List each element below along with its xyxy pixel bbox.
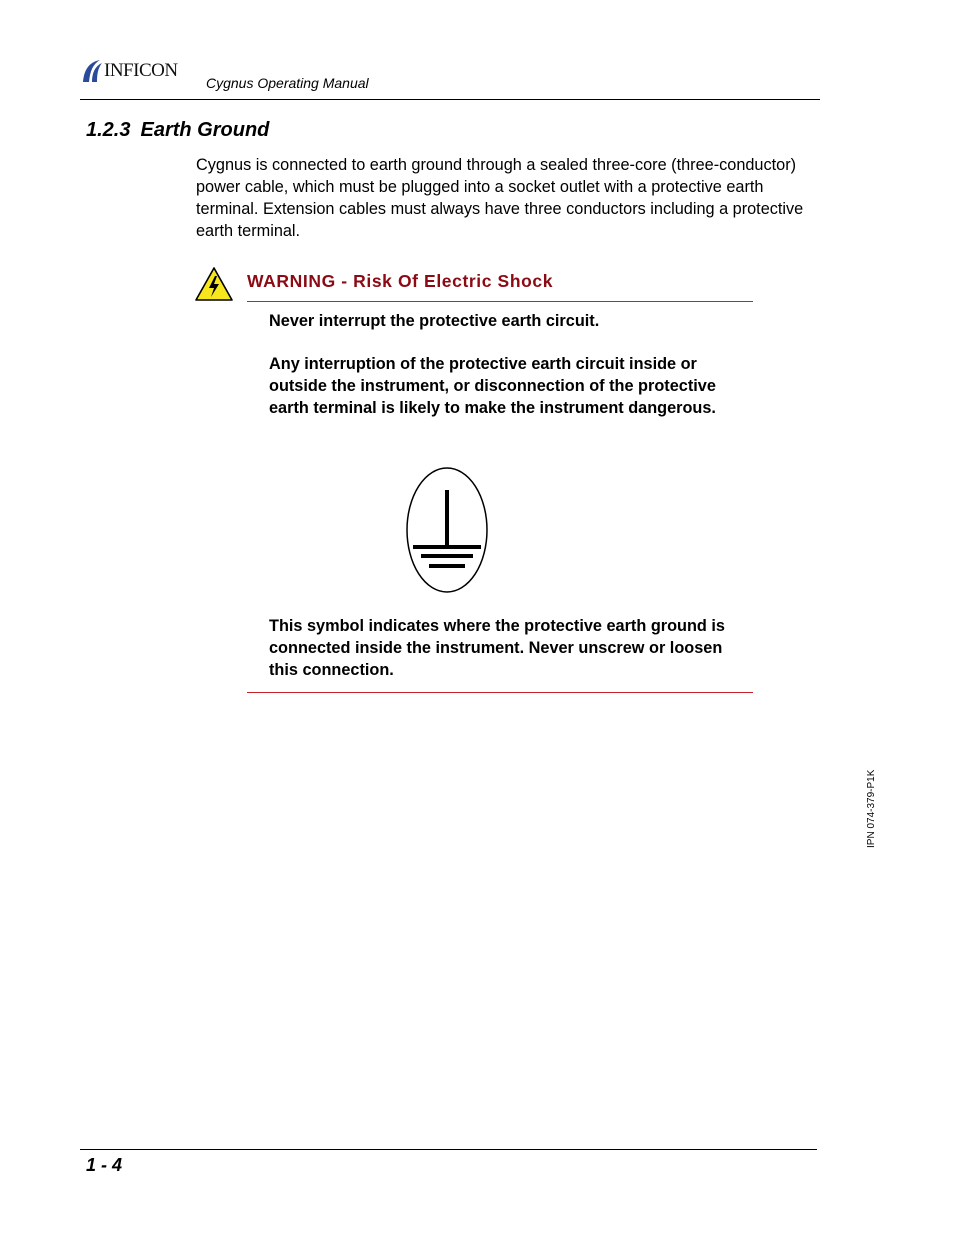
logo-wordmark: INFICON [104,60,178,81]
section-heading [86,118,269,142]
protective-earth-ground-icon [405,466,489,594]
manual-title: Cygnus Operating Manual [206,75,369,91]
section-number: 1.2.3 [86,119,131,141]
electric-shock-warning-icon [194,266,234,302]
page-number: 1 - 4 [86,1155,123,1175]
inficon-logo-mark-icon [80,58,106,84]
warning-title: WARNING - Risk Of Electric Shock [247,271,554,291]
warning-bottom-rule [247,692,753,693]
warning-paragraph: Any interruption of the protective earth circuit inside or outside the instrument, or disconnection of the protective earth terminal is likely to make the instrument dangerous. [269,355,716,417]
section-body: Cygnus is connected to earth ground through a sealed three-core (three-conductor) power cable, which must be plugged into a socket outlet with a protective earth terminal. Extension cables must always have three conductors including a protective earth terminal. [196,156,804,240]
warning-paragraph: This symbol indicates where the protective earth ground is connected inside the instrument. Never unscrew or loosen this connection. [269,617,725,679]
warning-top-rule [247,301,753,302]
warning-paragraph: Never interrupt the protective earth circuit. [269,312,600,330]
footer-divider [80,1149,817,1150]
section-title: Earth Ground [140,119,270,141]
header-divider [80,99,820,100]
document-part-number: IPN 074-379-P1K [866,769,877,848]
